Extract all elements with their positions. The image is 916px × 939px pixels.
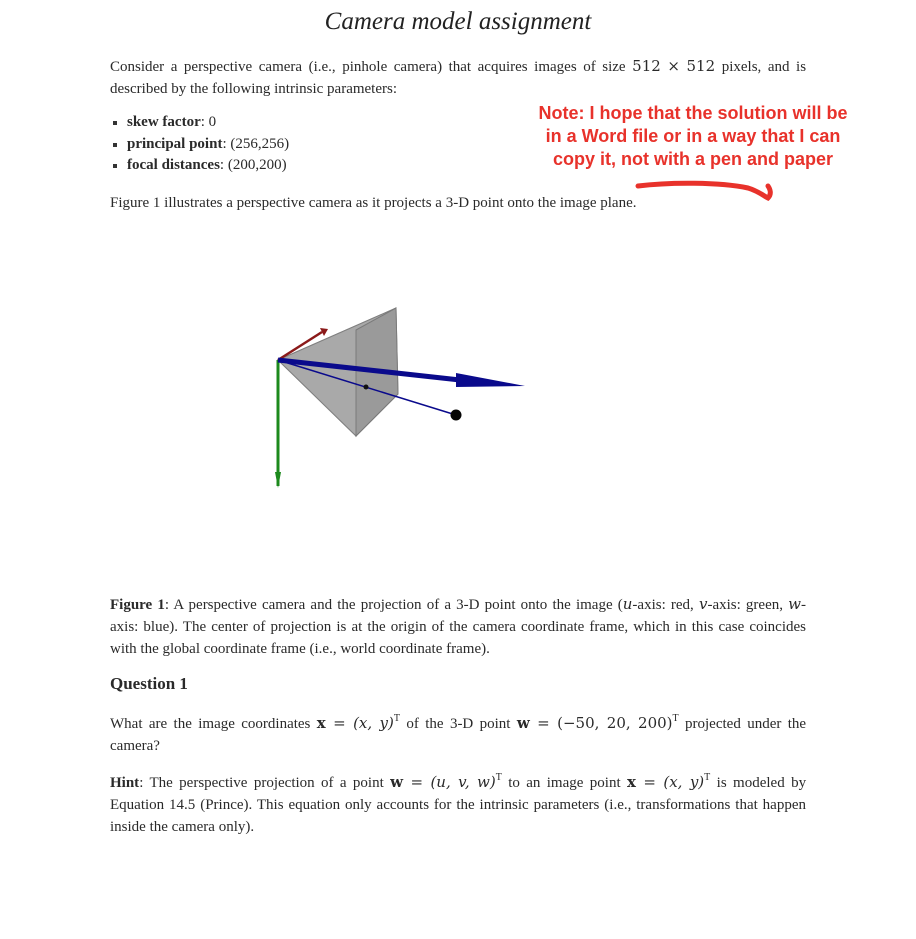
image-width: 512 xyxy=(632,57,661,75)
question-part: What are the image coordinates xyxy=(110,716,311,732)
transpose: T xyxy=(672,713,679,724)
question-text xyxy=(110,712,806,757)
caption-label: Figure 1 xyxy=(110,597,165,613)
w-axis-arrowhead xyxy=(456,373,525,387)
param-value: : (200,200) xyxy=(219,157,287,173)
param-value: : (256,256) xyxy=(222,135,290,152)
param-label: principal point xyxy=(127,135,223,152)
v-axis-arrowhead xyxy=(275,472,281,488)
question-heading: Question 1 xyxy=(110,674,188,693)
transpose: T xyxy=(393,713,400,724)
note-line: in a Word file or in a way that I can xyxy=(545,126,841,146)
question-part: of the 3-D point xyxy=(406,716,511,732)
figure-intro-text: Figure 1 illustrates a perspective camera as it projects a 3-D point onto the image plane. xyxy=(110,195,637,211)
vector-x-value: = (x, y) xyxy=(635,773,705,791)
param-value: : 0 xyxy=(200,114,217,130)
hint-part: : The perspective projection of a point xyxy=(139,775,384,791)
caption-text: -axis: green, xyxy=(707,597,789,613)
world-point-w xyxy=(451,410,462,421)
transpose: T xyxy=(704,772,711,783)
question-part: projected under the camera? xyxy=(110,716,807,754)
handwritten-note xyxy=(528,102,858,171)
image-height: 512 xyxy=(686,57,716,75)
param-label: skew factor xyxy=(127,114,201,130)
caption-u: u xyxy=(622,595,633,613)
vector-w: w xyxy=(390,773,404,791)
intro-tail: pixels, and is described by the following intrinsic parameters: xyxy=(110,59,807,97)
caption-w: w xyxy=(788,595,801,613)
vector-x-value: = (x, y) xyxy=(325,714,394,732)
camera-projection-figure xyxy=(260,290,560,500)
times-sign: × xyxy=(667,57,680,75)
hint-label: Hint xyxy=(110,775,140,791)
note-line: copy it, not with a pen and paper xyxy=(552,149,834,169)
param-principal-point xyxy=(110,134,289,156)
figure-caption xyxy=(110,593,806,660)
caption-text: -axis: blue). The center of projection is at the origin of the camera coordinate frame, which in this case coincides with the global coordinate frame (i.e., world coordinate frame). xyxy=(110,597,806,657)
param-focal-distances xyxy=(110,155,289,177)
param-label: focal distances xyxy=(127,157,220,173)
note-line: Note: I hope that the solution will be xyxy=(538,103,848,123)
caption-text: : A perspective camera and the projection of a 3-D point onto the image ( xyxy=(164,597,623,613)
vector-w-value: = (−50, 20, 200) xyxy=(529,714,673,732)
transpose: T xyxy=(495,772,502,783)
hint-text xyxy=(110,771,806,838)
vector-w-value: = (u, v, w) xyxy=(403,773,496,791)
intro-paragraph xyxy=(110,55,806,100)
document-title: Camera model assignment xyxy=(324,8,592,35)
hint-part: is modeled by Equation 14.5 (Prince). This equation only accounts for the intrinsic parameters (i.e., transformations that happen inside the camera only). xyxy=(110,775,807,835)
caption-text: -axis: red, xyxy=(632,597,699,613)
vector-w: w xyxy=(516,714,530,732)
intro-lead: Consider a perspective camera (i.e., pinhole camera) that acquires images of size xyxy=(110,59,626,75)
intrinsic-parameter-list xyxy=(110,112,289,177)
param-skew xyxy=(110,112,289,134)
hint-part: to an image point xyxy=(508,775,621,791)
projected-image-point xyxy=(364,385,369,390)
vector-x: x xyxy=(627,773,636,791)
caption-v: v xyxy=(698,595,708,613)
vector-x: x xyxy=(316,714,326,732)
